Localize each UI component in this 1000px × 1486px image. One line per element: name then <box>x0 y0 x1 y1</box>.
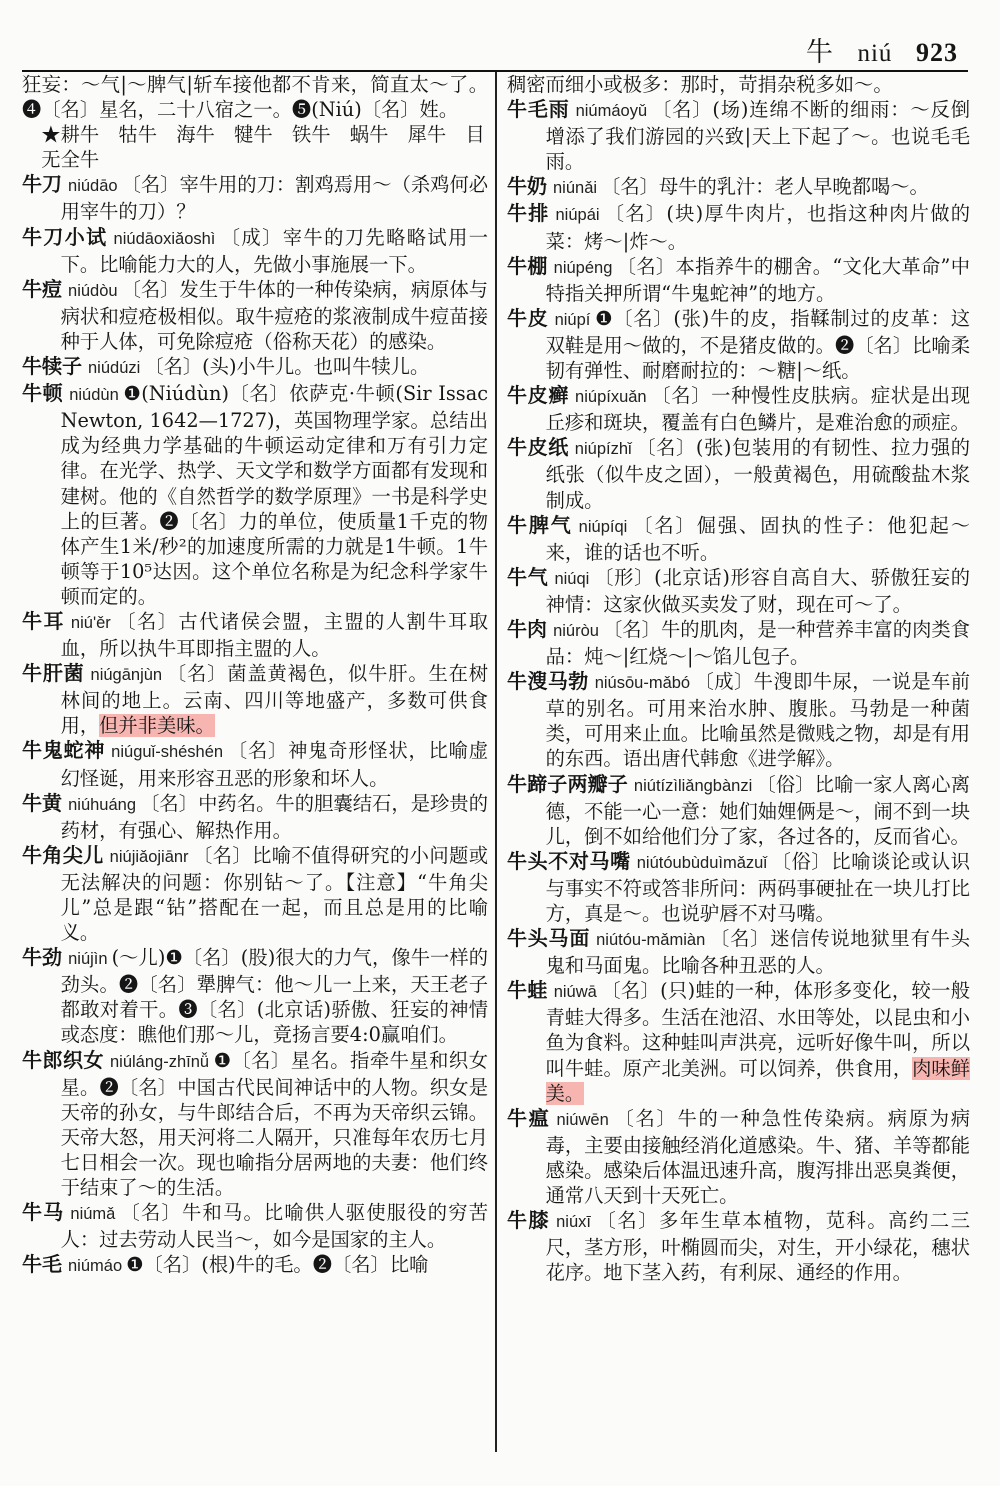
entry-headword: 牛溲马勃 <box>507 669 589 694</box>
entry-definition: 〔俗〕比喻一家人离心离德，不能一心一意：她们妯娌俩是～，闹不到一块儿，倒不如给他们分了家，各过各的，反而省心。 <box>545 772 971 848</box>
dictionary-entry <box>507 1208 970 1285</box>
entry-pinyin: niúpíqi <box>578 517 628 536</box>
entry-definition: 〔名〕(张)包装用的有韧性、拉力强的纸张（似牛皮之固），一般黄褐色，用硫酸盐木浆制成。 <box>545 436 970 512</box>
dictionary-entry <box>507 174 970 201</box>
dictionary-entry <box>507 97 970 174</box>
entry-definition: 〔名〕牛和马。比喻供人驱使服役的穷苦人：过去劳动人民当～，如今是国家的主人。 <box>60 1201 489 1252</box>
dictionary-entry <box>22 738 488 790</box>
entry-pinyin: niúdāoxiǎoshì <box>113 229 216 248</box>
entry-headword: 牛蹄子两瓣子 <box>507 771 628 796</box>
entry-definition: 〔名〕(场)连绵不断的细雨：～反倒增添了我们游园的兴致|天上下起了～。也说毛毛雨。 <box>545 98 970 174</box>
dictionary-entry <box>22 381 488 609</box>
dictionary-entry <box>507 926 970 978</box>
entry-pinyin: niúwā <box>553 983 597 1002</box>
entry-definition: 〔名〕中药名。牛的胆囊结石，是珍贵的药材，有强心、解热作用。 <box>60 791 489 842</box>
entry-headword: 牛刀 <box>22 172 63 197</box>
entry-pinyin: niújiǎojiānr <box>109 847 189 866</box>
dictionary-entry <box>507 254 970 306</box>
header-pinyin: niú <box>857 40 893 67</box>
dictionary-entry <box>22 609 488 661</box>
entry-pinyin: niúdùn <box>69 386 119 405</box>
entry-pinyin: niúsōu-mǎbó <box>594 674 691 693</box>
entry-definition: ❶〔名〕星名。指牵牛星和织女星。❷〔名〕中国古代民间神话中的人物。织女是天帝的孙女，与牛郎结合后，不再为天帝织云锦。天帝大怒，用天河将二人隔开，只准每年农历七月七日相会一次。现也喻指分居两地的夫妻：他们终于结束了～的生活。 <box>60 1048 488 1200</box>
entry-definition: 〔形〕(北京话)形容自高自大、骄傲狂妄的神情：这家伙做买卖发了财，现在可～了。 <box>545 565 971 616</box>
entry-pinyin: niú'ěr <box>70 613 111 632</box>
entry-definition: 〔名〕迷信传说地狱里有牛头鬼和马面鬼。比喻各种丑恶的人。 <box>545 927 971 978</box>
column-divider <box>495 72 497 1452</box>
dictionary-entry <box>22 1200 488 1252</box>
entry-headword: 牛毛雨 <box>507 97 570 122</box>
dictionary-entry <box>507 669 970 771</box>
dictionary-entry <box>507 978 970 1105</box>
entry-pinyin: niúdāo <box>68 177 118 196</box>
dictionary-entry <box>507 383 970 435</box>
entry-definition: 〔名〕菌盖黄褐色，似牛肝。生在树林间的地上。云南、四川等地盛产，多数可供食用， <box>60 662 488 738</box>
entry-definition: 〔名〕(只)蛙的一种，体形多变化，较一般青蛙大得多。生活在池沼、水田等处，以昆虫和小鱼为食料。这种蛙叫声洪亮，远听好像牛叫，所以叫牛蛙。原产北美洲。可以饲养，供食用， <box>545 979 971 1080</box>
dictionary-entry <box>22 945 488 1047</box>
dictionary-entry <box>22 1252 488 1279</box>
entry-headword: 牛刀小试 <box>22 224 108 249</box>
entry-pinyin: niújìn <box>68 950 108 969</box>
entry-headword: 牛鬼蛇神 <box>22 738 106 763</box>
dictionary-entry <box>507 513 970 565</box>
dictionary-entry <box>22 277 488 354</box>
dictionary-entry <box>507 435 970 512</box>
entry-pinyin: niúpíxuǎn <box>575 388 647 407</box>
entry-headword: 牛郎织女 <box>22 1047 104 1072</box>
entry-headword: 牛肉 <box>507 616 548 641</box>
entry-pinyin: niúnǎi <box>553 179 598 198</box>
dictionary-entry <box>507 772 970 849</box>
entry-headword: 牛头马面 <box>507 926 591 951</box>
entry-headword: 牛劲 <box>22 945 63 970</box>
entry-pinyin: niúhuáng <box>68 795 137 814</box>
entry-headword: 牛皮纸 <box>507 435 569 460</box>
entry-pinyin: niúgānjùn <box>90 666 163 685</box>
left-column <box>22 72 488 1279</box>
dictionary-entry <box>22 354 488 381</box>
entry-pinyin: niúpízhǐ <box>574 440 632 459</box>
entry-definition: 〔名〕宰牛用的刀：割鸡焉用～（杀鸡何必用宰牛的刀）？ <box>60 173 489 224</box>
dictionary-entry <box>22 1048 488 1201</box>
dictionary-entry <box>22 661 488 738</box>
entry-headword: 牛头不对马嘴 <box>507 848 631 873</box>
entry-headword: 牛排 <box>507 201 550 226</box>
entry-pinyin: niúqi <box>554 569 590 588</box>
entry-definition: 〔名〕古代诸侯会盟，主盟的人割牛耳取血，所以执牛耳即指主盟的人。 <box>60 609 489 661</box>
entry-definition: 〔俗〕比喻谈论或认识与事实不符或答非所问：两码事硬扯在一块儿打比方，真是～。也说驴唇不对马嘴。 <box>545 849 971 925</box>
entry-headword: 牛瘟 <box>507 1105 551 1130</box>
entry-headword: 牛痘 <box>22 276 63 301</box>
dictionary-entry <box>22 791 488 843</box>
continuation-text: 狂妄：～气|～脾气|斩车接他都不肯来，简直太～了。❹〔名〕星名，二十八宿之一。❺(Niú)〔名〕姓。 <box>22 73 488 122</box>
entry-pinyin: niúxī <box>556 1213 591 1232</box>
right-column <box>507 72 970 1285</box>
entry-pinyin: niúpí <box>554 310 591 329</box>
entry-pinyin: niútízìliǎngbànzi <box>633 776 753 795</box>
entry-definition: 〔名〕一种慢性皮肤病。症状是出现丘疹和斑块，覆盖有白色鳞片，是难治愈的顽症。 <box>545 384 971 435</box>
entry-headword: 牛毛 <box>22 1252 62 1277</box>
dictionary-entry <box>22 843 488 945</box>
entry-definition: 〔成〕宰牛的刀先略略试用一下。比喻能力大的人，先做小事施展一下。 <box>60 225 489 276</box>
entry-headword: 牛犊子 <box>22 354 82 379</box>
entry-headword: 牛顿 <box>22 381 64 406</box>
entry-definition: 〔成〕牛溲即牛尿，一说是车前草的别名。可用来治水肿、腹胀。马勃是一种菌类，可用来止血。比喻虽然是微贱之物，却是有用的东西。语出唐代韩愈《进学解》。 <box>545 670 971 771</box>
entry-definition: 〔名〕倔强、固执的性子：他犯起～来，谁的话也不听。 <box>545 513 971 564</box>
entry-headword: 牛皮 <box>507 305 549 330</box>
entry-headword: 牛膝 <box>507 1208 551 1233</box>
entry-definition: 〔名〕发生于牛体的一种传染病，病原体与病状和痘疮极相似。取牛痘疮的浆液制成牛痘苗接种于人体，可免除痘疮（俗称天花）的感染。 <box>60 277 489 353</box>
entry-headword: 牛棚 <box>507 253 548 278</box>
dictionary-entry <box>22 172 488 224</box>
entry-headword: 牛耳 <box>22 608 65 633</box>
entry-definition: (～儿)❶〔名〕(股)很大的力气，像牛一样的劲头。❷〔名〕犟脾气：他～儿一上来，天王老子都敢对着干。❸〔名〕(北京话)骄傲、狂妄的神情或态度：瞧他们那～儿，竟扬言要4:0赢咱们。 <box>60 946 489 1047</box>
entry-definition: 〔名〕比喻不值得研究的小问题或无法解决的问题：你别钻～了。【注意】“牛角尖儿”总是跟“钻”搭配在一起，而且总是用的比喻义。 <box>60 843 489 945</box>
entry-headword: 牛脾气 <box>507 512 573 537</box>
dictionary-entry <box>22 225 488 277</box>
entry-pinyin: niútóu-mǎmiàn <box>596 931 706 950</box>
highlighted-text: 肉味鲜美。 <box>545 1056 971 1105</box>
dictionary-entry <box>507 617 970 669</box>
entry-headword: 牛蛙 <box>507 978 548 1003</box>
entry-pinyin: niúpái <box>555 206 600 225</box>
entry-definition: 〔名〕(块)厚牛肉片，也指这种肉片做的菜：烤～|炸～。 <box>545 202 971 253</box>
entry-pinyin: niúguǐ-shéshén <box>111 743 224 762</box>
entry-pinyin: niúdúzi <box>88 359 141 378</box>
entry-pinyin: niúwēn <box>556 1110 609 1129</box>
page-number: 923 <box>916 38 958 67</box>
dictionary-entry <box>507 201 970 253</box>
entry-definition: 〔名〕牛的一种急性传染病。病原为病毒，主要由接触经消化道感染。牛、猪、羊等都能感染。感染后体温迅速升高，腹泻排出恶臭粪便，通常八天到十天死亡。 <box>545 1106 971 1208</box>
dictionary-entry <box>507 565 970 617</box>
entry-headword: 牛气 <box>507 564 549 589</box>
entry-pinyin: niúláng-zhīnǚ <box>110 1052 210 1071</box>
entry-pinyin: niúmǎ <box>70 1205 116 1224</box>
page-header <box>792 30 958 69</box>
entry-pinyin: niútóubùduìmǎzuǐ <box>636 853 767 872</box>
entry-pinyin: niúdòu <box>68 281 118 300</box>
entry-definition: 〔名〕母牛的乳汁：老人早晚都喝～。 <box>601 175 929 199</box>
dictionary-entry <box>507 1106 970 1208</box>
entry-definition: 〔名〕多年生草本植物，苋科。高约二三尺，茎方形，叶椭圆而尖，对生，开小绿花，穗状花序。地下茎入药，有利尿、通经的作用。 <box>545 1209 970 1285</box>
entry-pinyin: niúròu <box>553 621 599 640</box>
entry-pinyin: niúmáo <box>68 1257 123 1276</box>
entry-definition: ❶〔名〕(张)牛的皮，指鞣制过的皮革：这双鞋是用～做的，不是猪皮做的。❷〔名〕比喻柔韧有弹性、耐磨耐拉的：～糖|～纸。 <box>545 306 970 383</box>
entry-definition: ❶(Niúdùn)〔名〕依萨克·牛顿(Sir Issac Newton, 1642—1727)，英国物理学家。总结出成为经典力学基础的牛顿运动定律和万有引力定律。在光学、热学、天文学和数学方面都有发现和建树。他的《自然哲学的数学原理》一书是科学史上的巨著。❷〔名〕力的单位，使质量1千克的物体产生1米/秒²的加速度所需的力就是1牛顿。1牛顿等于10⁵达因。这个单位名称是为纪念科学家牛顿而定的。 <box>60 382 488 608</box>
entry-headword: 牛黄 <box>22 790 63 815</box>
entry-definition: ❶〔名〕(根)牛的毛。❷〔名〕比喻 <box>126 1253 429 1277</box>
entry-headword: 牛角尖儿 <box>22 842 104 867</box>
entry-definition: 〔名〕本指养牛的棚舍。“文化大革命”中特指关押所谓“牛鬼蛇神”的地方。 <box>545 254 971 305</box>
entry-definition: 〔名〕神鬼奇形怪状，比喻虚幻怪诞，用来形容丑恶的形象和坏人。 <box>60 739 489 790</box>
header-char: 牛 <box>805 37 834 68</box>
entry-pinyin: niúpéng <box>553 258 613 277</box>
entry-headword: 牛皮癣 <box>507 383 570 408</box>
dictionary-entry <box>507 306 970 383</box>
entry-headword: 牛马 <box>22 1200 65 1225</box>
entry-headword: 牛奶 <box>507 174 547 199</box>
entry-headword: 牛肝菌 <box>22 661 85 686</box>
entry-pinyin: niúmáoyǔ <box>575 102 648 121</box>
continuation-text: 稠密而细小或极多：那时，苛捐杂税多如～。 <box>507 73 893 96</box>
entry-definition: 〔名〕(头)小牛儿。也叫牛犊儿。 <box>144 355 430 379</box>
highlighted-text: 但并非美味。 <box>99 714 215 738</box>
entry-definition: 〔名〕牛的肌肉，是一种营养丰富的肉类食品：炖～|红烧～|～馅儿包子。 <box>545 617 971 669</box>
dictionary-entry <box>507 849 970 926</box>
compound-list: ★耕牛 牯牛 海牛 犍牛 铁牛 蜗牛 犀牛 目无全牛 <box>41 123 485 172</box>
